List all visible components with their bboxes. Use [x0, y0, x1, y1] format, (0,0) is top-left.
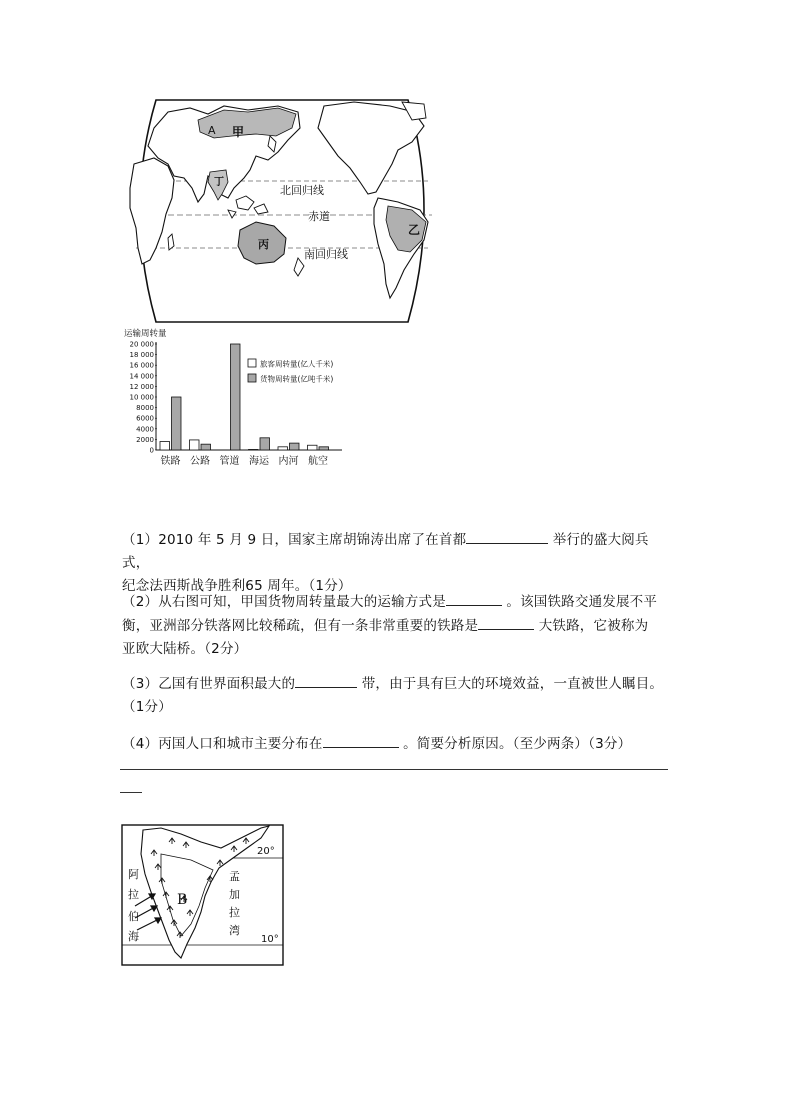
- label-arabian-sea-3: 伯: [128, 910, 139, 923]
- chart-y-title: 运输周转量: [124, 329, 167, 339]
- peninsula-map: [121, 824, 285, 968]
- label-lat10: 10°: [261, 934, 279, 945]
- q3-text-part1: （3）乙国有世界面积最大的: [122, 676, 296, 692]
- q4-text-part2: 。简要分析原因。（至少两条）（3分）: [398, 736, 632, 752]
- y-tick-label: 18 000: [129, 351, 154, 360]
- question-4: [122, 732, 670, 756]
- label-lat20: 20°: [257, 846, 275, 857]
- label-yi: 乙: [408, 223, 421, 237]
- question-3: [122, 672, 670, 719]
- y-tick-label: 20 000: [129, 340, 154, 349]
- label-bay-4: 湾: [229, 924, 240, 937]
- label-arabian-sea-1: 阿: [128, 868, 139, 881]
- category-label: 航空: [308, 456, 328, 467]
- q1-line2: 纪念法西斯战争胜利65 周年。（1分）: [122, 578, 352, 594]
- question-2: [122, 590, 670, 661]
- category-label: 公路: [190, 456, 210, 467]
- category-label: 海运: [249, 456, 269, 467]
- bar-freight-0: [172, 397, 182, 450]
- label-a: A: [208, 124, 216, 137]
- bar-passenger-0: [160, 442, 170, 450]
- category-label: 内河: [278, 456, 299, 467]
- q4-blank[interactable]: [323, 732, 399, 748]
- legend-swatch-passenger: [248, 359, 256, 367]
- bar-passenger-1: [190, 440, 200, 450]
- q1-blank[interactable]: [466, 528, 548, 544]
- q2-text-part2: 。该国铁路交通发展不平: [501, 594, 658, 610]
- q2-text-part1: （2）从右图可知，甲国货物周转量最大的运输方式是: [122, 594, 446, 610]
- label-b: B: [177, 892, 188, 908]
- label-bing: 丙: [258, 238, 269, 251]
- bar-passenger-5: [308, 445, 318, 450]
- label-bay-3: 拉: [229, 906, 240, 919]
- bar-freight-5: [319, 447, 329, 450]
- legend-swatch-freight: [248, 374, 256, 382]
- category-label: 管道: [219, 456, 240, 467]
- y-tick-label: 4000: [136, 425, 154, 434]
- y-tick-label: 6000: [136, 414, 154, 423]
- q2-line2-part1: 衡，亚洲部分铁落网比较稀疏，但有一条非常重要的铁路是: [122, 618, 479, 634]
- label-arabian-sea-4: 海: [128, 930, 139, 943]
- y-tick-label: 8000: [136, 404, 154, 413]
- q3-line2: （1分）: [122, 699, 172, 715]
- y-tick-label: 16 000: [129, 361, 154, 370]
- question-1: [122, 528, 670, 598]
- legend-label-passenger: 旅客周转量(亿人千米): [260, 359, 334, 369]
- transport-bar-chart: [122, 326, 372, 472]
- y-tick-label: 10 000: [129, 393, 154, 402]
- label-equator: 赤道: [308, 210, 330, 223]
- q4-answer-line-short[interactable]: [120, 792, 142, 793]
- q1-text-part1: （1）2010 年 5 月 9 日，国家主席胡锦涛出席了在首都: [122, 532, 467, 548]
- q2-line3: 亚欧大陆桥。（2分）: [122, 641, 248, 657]
- bar-freight-3: [260, 438, 270, 450]
- bar-passenger-3: [249, 449, 259, 450]
- label-ding: 丁: [214, 177, 224, 188]
- category-label: 铁路: [160, 456, 181, 467]
- bar-freight-1: [201, 444, 211, 450]
- label-tropic-capricorn: 南回归线: [304, 248, 348, 261]
- q3-blank[interactable]: [295, 672, 357, 688]
- q1-text-part2: 举行的盛大阅兵式，: [122, 532, 649, 571]
- label-bay-1: 孟: [229, 870, 240, 883]
- legend-label-freight: 货物周转量(亿吨千米): [260, 374, 334, 384]
- q4-answer-line[interactable]: [120, 769, 668, 770]
- y-tick-label: 14 000: [129, 372, 154, 381]
- label-tropic-cancer: 北回归线: [280, 184, 324, 197]
- bar-passenger-4: [278, 447, 288, 450]
- world-map: [128, 98, 436, 326]
- bar-freight-4: [290, 443, 300, 450]
- y-tick-label: 12 000: [129, 382, 154, 391]
- bar-freight-2: [231, 344, 241, 450]
- label-jia: 甲: [232, 125, 245, 139]
- q3-text-part2: 带，由于具有巨大的环境效益，一直被世人瞩目。: [357, 676, 664, 692]
- label-arabian-sea-2: 拉: [128, 888, 139, 901]
- label-bay-2: 加: [229, 888, 240, 901]
- q2-blank-1[interactable]: [446, 590, 502, 606]
- q4-text-part1: （4）丙国人口和城市主要分布在: [122, 736, 323, 752]
- q2-blank-2[interactable]: [478, 614, 534, 630]
- q2-line2-part2: 大铁路，它被称为: [534, 618, 649, 634]
- y-tick-label: 0: [149, 446, 154, 455]
- y-tick-label: 2000: [136, 435, 154, 444]
